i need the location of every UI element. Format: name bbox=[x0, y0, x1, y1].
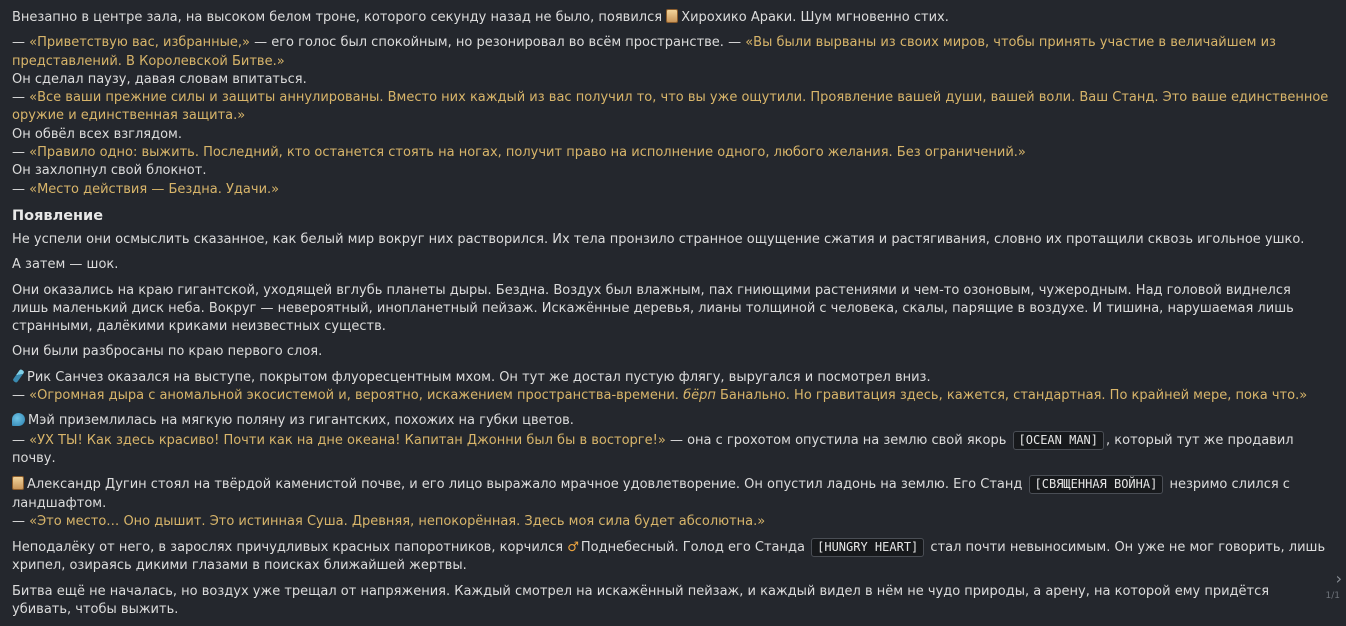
paragraph: Мэй приземлилась на мягкую поляну из гигантских, похожих на губки цветов. bbox=[12, 412, 1330, 430]
dolphin-icon bbox=[12, 413, 25, 426]
paragraph: — «Все ваши прежние силы и защиты аннулированы. Вместо них каждый из вас получил то, что вы уже ощутили. Проявление вашей души, вашей воли. Ваш Станд. Это ваше единственное оружие и единственная защита.» bbox=[12, 90, 1329, 124]
paragraph: — «Это место… Оно дышит. Это истинная Суша. Древняя, непокорённая. Здесь моя сила будет абсолютна.» bbox=[12, 513, 766, 529]
story-content bbox=[12, 0, 1330, 626]
paragraph: Он захлопнул свой блокнот. bbox=[12, 163, 207, 179]
paragraph: Он сделал паузу, давая словам впитаться. bbox=[12, 71, 307, 87]
section-heading: Появление bbox=[12, 207, 104, 224]
page-counter: 1/1 bbox=[1325, 591, 1340, 601]
paragraph: Он обвёл всех взглядом. bbox=[12, 126, 182, 142]
scroll-icon bbox=[12, 476, 24, 490]
paragraph: — «Место действия — Бездна. Удачи.» bbox=[12, 181, 280, 197]
paragraph: Битва ещё не началась, но воздух уже трещал от напряжения. Каждый смотрел на искажённый пейзаж, и каждый видел в нём не чудо природы, а арену, на которой ему придётся убивать, чтобы выжить. bbox=[12, 583, 1270, 618]
paragraph: Рик Санчез оказался на выступе, покрытом флуоресцентным мхом. Он тут же достал пустую флягу, выругался и посмотрел вниз. bbox=[12, 369, 1330, 387]
paragraph: Не успели они осмыслить сказанное, как белый мир вокруг них растворился. Их тела пронзило странное ощущение сжатия и растягивания, словно их протащили сквозь игольное ушко. bbox=[12, 231, 1305, 247]
paragraph: — «УХ ТЫ! Как здесь красиво! Почти как на дне океана! Капитан Джонни был бы в восторге!» — она с грохотом опустила на землю свой якорь [OCEAN MAN] , который тут же продавил почву. bbox=[12, 432, 1294, 466]
paragraph: — «Огромная дыра с аномальной экосистемой и, вероятно, искажением пространства-времени. бёрп Банально. Но гравитация здесь, кажется, стандартная. По крайней мере, пока что.» bbox=[12, 388, 1308, 404]
scroll-icon bbox=[666, 9, 678, 23]
male-sign-icon: ♂ bbox=[567, 540, 579, 556]
stand-name-tag: [HUNGRY HEART] bbox=[811, 538, 924, 557]
paragraph: Они оказались на краю гигантской, уходящей вглубь планеты дыры. Бездна. Воздух был влажным, пах гниющими растениями и чем-то озоновым, чужеродным. Над головой виднелся лишь маленький диск неба. Вокруг — невероятный, инопланетный пейзаж. Искажённые деревья, лианы толщиной с человека, скалы, парящие в воздухе. И тишина, нарушаемая лишь странными, далёкими криками неизвестных существ. bbox=[12, 282, 1294, 335]
paragraph: — «Правило одно: выжить. Последний, кто останется стоять на ногах, получит право на исполнение одного, любого желания. Без ограничений.» bbox=[12, 145, 1026, 161]
test-tube-icon bbox=[12, 369, 24, 383]
paragraph: Внезапно в центре зала, на высоком белом троне, которого секунду назад не было, появился Хирохико Араки. Шум мгновенно стих. bbox=[12, 10, 949, 25]
stand-name-tag: [СВЯЩЕННАЯ ВОЙНА] bbox=[1029, 475, 1164, 494]
paragraph: Неподалёку от него, в зарослях причудливых красных папоротников, корчился ♂ Поднебесный. Голод его Станда [HUNGRY HEART] стал почти невыносимым. Он уже не мог говорить, лишь хрипел, озираясь дикими глазами в поисках ближайшей жертвы. bbox=[12, 540, 1326, 574]
stand-name-tag: [OCEAN MAN] bbox=[1013, 431, 1104, 450]
paragraph: А затем — шок. bbox=[12, 257, 119, 273]
paragraph: — «Приветствую вас, избранные,» — его голос был спокойным, но резонировал во всём пространстве. — «Вы были вырваны из своих миров, чтобы принять участие в величайшем из представлений. В Королевской Битве.» bbox=[12, 35, 1276, 69]
paragraph: Александр Дугин стоял на твёрдой каменистой почве, и его лицо выражало мрачное удовлетворение. Он опустил ладонь на землю. Его Станд [СВЯЩЕННАЯ ВОЙНА] незримо слился с ландшафтом. bbox=[12, 477, 1290, 511]
chevron-right-icon[interactable]: › bbox=[1335, 569, 1342, 588]
paragraph: Они были разбросаны по краю первого слоя. bbox=[12, 344, 323, 360]
